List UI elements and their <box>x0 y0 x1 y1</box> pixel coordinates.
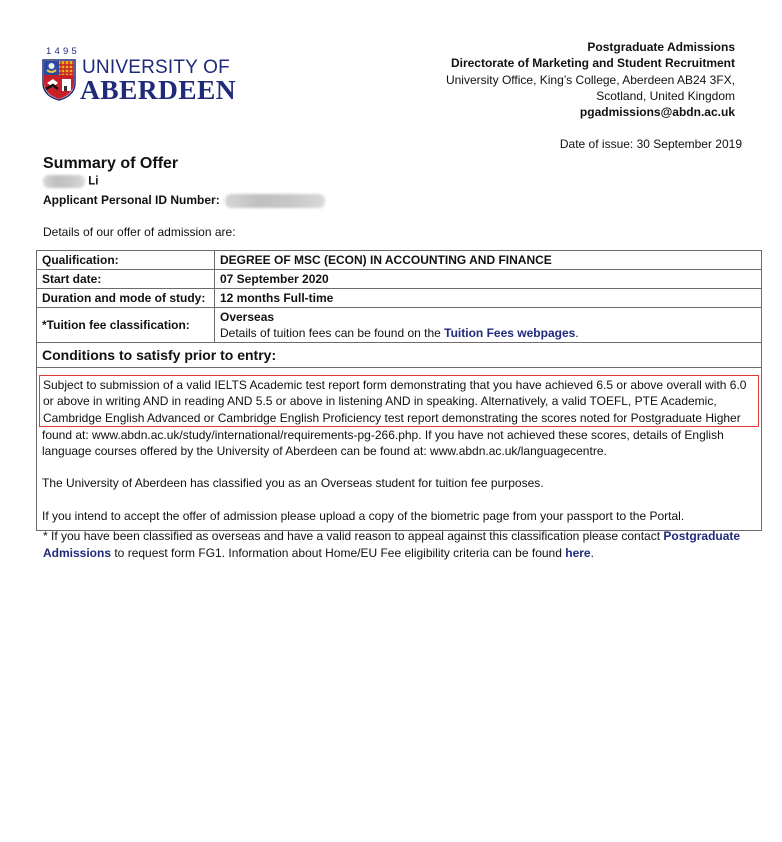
postgraduate-admissions-link[interactable]: Postgraduate Admissions <box>43 529 741 560</box>
offer-table <box>36 250 762 531</box>
row-label: Qualification: <box>37 251 215 270</box>
crest-icon <box>42 59 76 101</box>
page-title: Summary of Offer <box>43 155 179 172</box>
footnote <box>43 528 763 561</box>
row-label: Start date: <box>37 270 215 289</box>
passport-upload-note: If you intend to accept the offer of admission please upload a copy of the biometric page from your passport to the Portal. <box>42 508 685 523</box>
logo-line-university-of: UNIVERSITY OF <box>82 57 230 78</box>
ielts-condition-continued: found at: www.abdn.ac.uk/study/international/requirements-pg-266.php. If you have not achieved these scores, details of English language courses offered by the University of Aberdeen can be found at: www.abdn.ac.uk/languagecentre. <box>42 427 724 459</box>
applicant-id-row <box>43 193 325 208</box>
contact-email[interactable]: pgadmissions@abdn.ac.uk <box>579 105 735 120</box>
redacted-first-name <box>43 175 85 188</box>
tuition-detail-text: Details of tuition fees can be found on the <box>220 326 445 340</box>
overseas-classification-note: The University of Aberdeen has classified you as an Overseas student for tuition fee purposes. <box>42 476 544 491</box>
tuition-detail-suffix: . <box>575 326 579 340</box>
footnote-suffix: . <box>590 545 594 560</box>
tuition-fee-details <box>220 325 756 341</box>
footnote-text-middle: to request form FG1. Information about Home/EU Fee eligibility criteria can be found <box>111 545 566 560</box>
address-block <box>446 39 735 120</box>
eligibility-here-link[interactable]: here <box>565 545 591 560</box>
department-name: Postgraduate Admissions <box>587 40 735 54</box>
logo-line-aberdeen: ABERDEEN <box>80 74 237 105</box>
table-row <box>37 308 762 343</box>
redacted-applicant-id <box>225 194 325 208</box>
tuition-fees-link[interactable]: Tuition Fees webpages <box>444 326 576 340</box>
table-row <box>37 368 762 531</box>
conditions-body <box>37 368 762 531</box>
footnote-text: * If you have been classified as overseas and have a valid reason to appeal against this classification please contact <box>43 529 664 543</box>
logo-year: 1495 <box>46 46 80 57</box>
row-label: *Tuition fee classification: <box>37 308 215 343</box>
table-row <box>37 343 762 368</box>
applicant-id-label: Applicant Personal ID Number: <box>43 193 220 207</box>
row-label: Duration and mode of study: <box>37 289 215 308</box>
university-logo <box>42 46 242 108</box>
table-row <box>37 270 762 289</box>
directorate-name: Directorate of Marketing and Student Recruitment <box>450 56 735 71</box>
table-row <box>37 289 762 308</box>
tuition-classification-value: Overseas <box>220 310 275 324</box>
offer-intro: Details of our offer of admission are: <box>43 225 236 239</box>
applicant-name <box>43 175 98 191</box>
table-row <box>37 251 762 270</box>
date-of-issue: Date of issue: 30 September 2019 <box>559 137 742 151</box>
highlighted-ielts-condition: Subject to submission of a valid IELTS Academic test report form demonstrating that you have achieved 6.5 or above overall with 6.0 or above in writing AND in reading AND 5.5 or above in listening AND in speaking. Alternatively, a valid TOEFL, PTE Academic, Cambridge English Advanced or Cambridge English Proficiency test report demonstrating the scores noted for Postgraduate Higher <box>39 375 759 427</box>
duration-value: 12 months Full-time <box>215 289 762 308</box>
country: Scotland, United Kingdom <box>596 88 735 103</box>
qualification-value: DEGREE OF MSC (ECON) IN ACCOUNTING AND FINANCE <box>215 251 762 270</box>
applicant-surname: Li <box>88 175 99 188</box>
start-date-value: 07 September 2020 <box>215 270 762 289</box>
street-address: University Office, King’s College, Aberdeen AB24 3FX, <box>445 72 735 87</box>
tuition-fee-cell <box>215 308 762 343</box>
conditions-heading: Conditions to satisfy prior to entry: <box>37 343 762 368</box>
